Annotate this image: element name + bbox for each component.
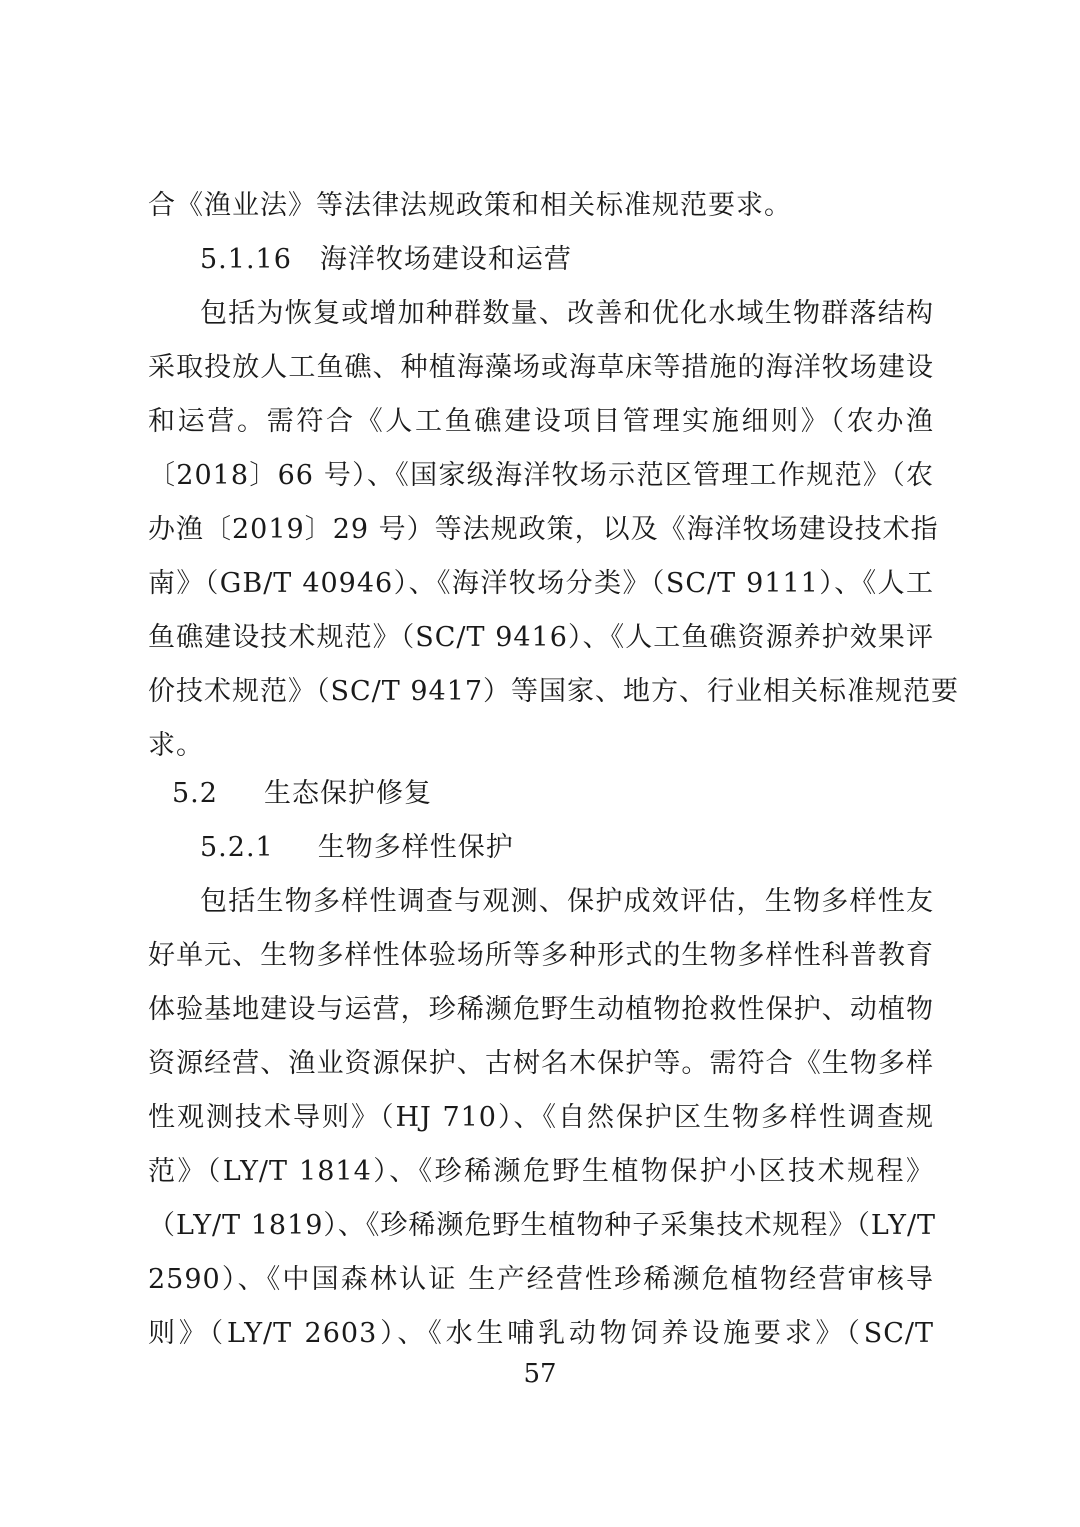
paragraph-line: 包括生物多样性调查与观测、保护成效评估，生物多样性友 (200, 886, 934, 917)
paragraph-line: 性观测技术导则》（HJ 710）、《自然保护区生物多样性调查规 (148, 1102, 934, 1133)
paragraph-line: 体验基地建设与运营，珍稀濒危野生动植物抢救性保护、动植物 (148, 994, 934, 1025)
section-title: 生态保护修复 (263, 778, 432, 809)
paragraph-line: 价技术规范》（SC/T 9417）等国家、地方、行业相关标准规范要 (148, 676, 960, 707)
paragraph-line: 则》（LY/T 2603）、《水生哺乳动物饲养设施要求》（SC/T (148, 1318, 934, 1349)
section-heading-5-2-1 (200, 830, 514, 866)
paragraph-line: 鱼礁建设技术规范》（SC/T 9416）、《人工鱼礁资源养护效果评 (148, 622, 934, 653)
section-heading-5-1-16 (200, 242, 572, 278)
section-title: 生物多样性保护 (317, 832, 514, 863)
section-number: 5.1.16 (200, 244, 292, 275)
paragraph-line: 和运营。需符合《人工鱼礁建设项目管理实施细则》（农办渔 (148, 406, 934, 437)
section-title: 海洋牧场建设和运营 (319, 244, 572, 275)
paragraph-line: 资源经营、渔业资源保护、古树名木保护等。需符合《生物多样 (148, 1048, 934, 1079)
paragraph-line: 求。 (148, 730, 204, 761)
page-number: 57 (523, 1359, 557, 1389)
section-heading-5-2 (172, 776, 432, 812)
paragraph-line: 合《渔业法》等法律法规政策和相关标准规范要求。 (148, 190, 792, 221)
paragraph-line: （LY/T 1819）、《珍稀濒危野生植物种子采集技术规程》（LY/T (148, 1210, 937, 1241)
paragraph-line: 包括为恢复或增加种群数量、改善和优化水域生物群落结构 (200, 298, 934, 329)
paragraph-line: 采取投放人工鱼礁、种植海藻场或海草床等措施的海洋牧场建设 (148, 352, 934, 383)
paragraph-line: 办渔〔2019〕29 号）等法规政策，以及《海洋牧场建设技术指 (148, 514, 939, 545)
section-number: 5.2 (172, 778, 218, 809)
section-number: 5.2.1 (200, 832, 274, 863)
paragraph-line: 范》（LY/T 1814）、《珍稀濒危野生植物保护小区技术规程》 (148, 1156, 934, 1187)
paragraph-line: 〔2018〕66 号）、《国家级海洋牧场示范区管理工作规范》（农 (148, 460, 934, 491)
paragraph-line: 南》（GB/T 40946）、《海洋牧场分类》（SC/T 9111）、《人工 (148, 568, 934, 599)
paragraph-line: 2590）、《中国森林认证 生产经营性珍稀濒危植物经营审核导 (148, 1264, 934, 1295)
paragraph-line: 好单元、生物多样性体验场所等多种形式的生物多样性科普教育 (148, 940, 934, 971)
